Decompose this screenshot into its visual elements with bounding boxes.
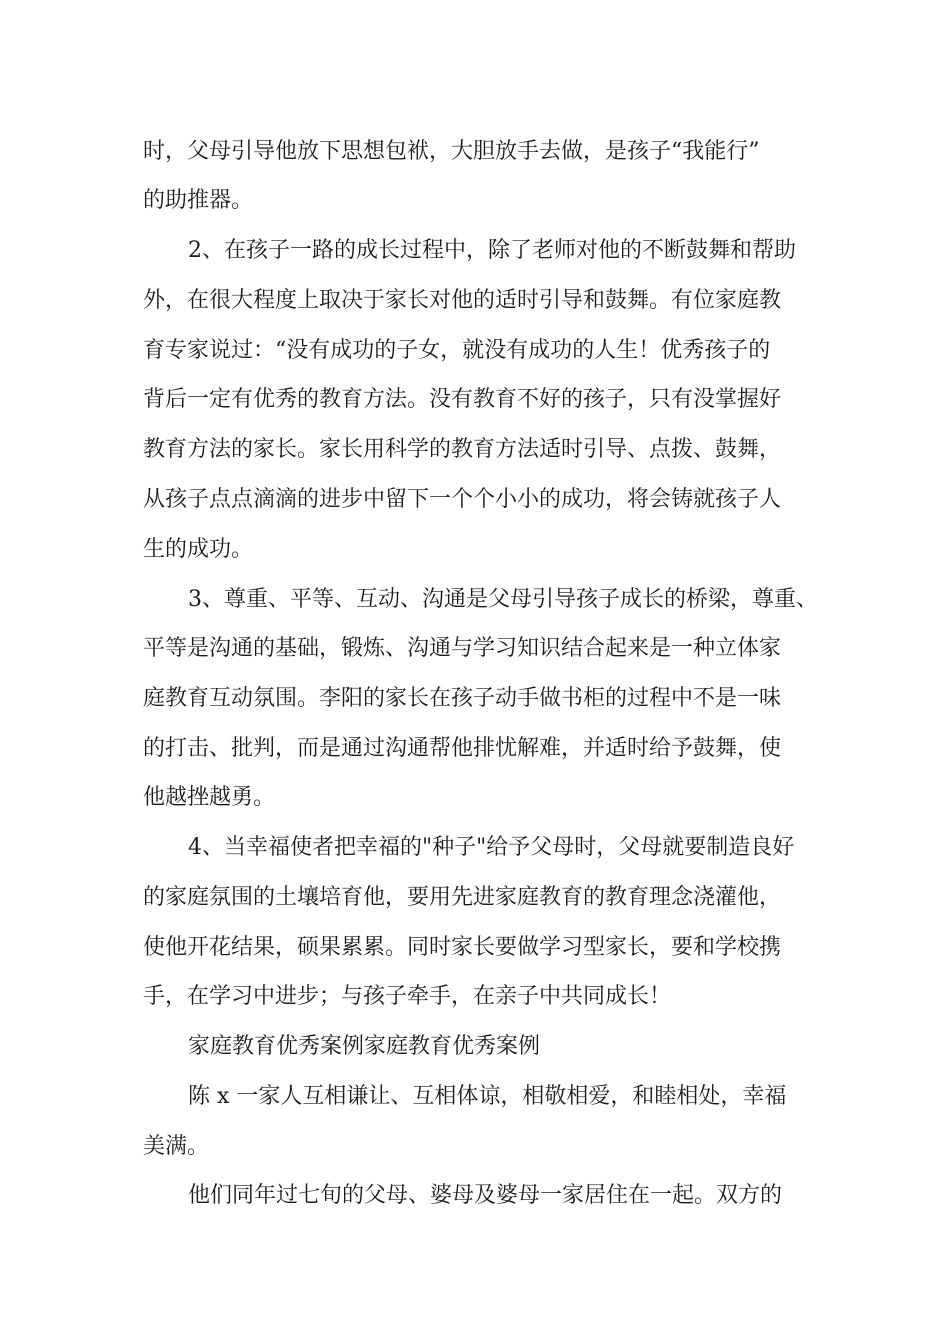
text-line: 手，在学习中进步；与孩子牵手，在亲子中共同成长！	[143, 984, 672, 1009]
paragraph-2-start: 2、在孩子一路的成长过程中，除了老师对他的不断鼓舞和帮助	[188, 238, 796, 263]
text-line: 平等是沟通的基础，锻炼、沟通与学习知识结合起来是一种立体家	[143, 636, 782, 661]
text-line: 他越挫越勇。	[143, 785, 276, 810]
paragraph-4-start: 4、当幸福使者把幸福的"种子"给予父母时，父母就要制造良好	[188, 835, 795, 860]
text-line: 背后一定有优秀的教育方法。没有教育不好的孩子，只有没掌握好	[143, 387, 782, 412]
text-line: 的打击、批判，而是通过沟通帮他排忧解难，并适时给予鼓舞，使	[143, 736, 782, 761]
section-heading: 家庭教育优秀案例家庭教育优秀案例	[188, 1034, 541, 1059]
text-line: 的家庭氛围的土壤培育他，要用先进家庭教育的教育理念浇灌他，	[143, 885, 782, 910]
text-line: 美满。	[143, 1134, 210, 1159]
text-line: 的助推器。	[143, 188, 254, 213]
text-line: 使他开花结果，硕果累累。同时家长要做学习型家长，要和学校携	[143, 935, 782, 960]
text-line: 生的成功。	[143, 537, 254, 562]
paragraph-family-start: 他们同年过七旬的父母、婆母及婆母一家居住在一起。双方的	[188, 1183, 783, 1208]
text-line: 时，父母引导他放下思想包袱，大胆放手去做，是孩子“我能行”	[143, 139, 760, 164]
text-line: 外，在很大程度上取决于家长对他的适时引导和鼓舞。有位家庭教	[143, 288, 782, 313]
text-line: 教育方法的家长。家长用科学的教育方法适时引导、点拨、鼓舞，	[143, 437, 782, 462]
text-line: 庭教育互动氛围。李阳的家长在孩子动手做书柜的过程中不是一味	[143, 686, 782, 711]
text-line: 育专家说过：“没有成功的子女，就没有成功的人生！优秀孩子的	[143, 338, 771, 363]
text-line: 从孩子点点滴滴的进步中留下一个个小小的成功，将会铸就孩子人	[143, 487, 782, 512]
paragraph-3-start: 3、尊重、平等、互动、沟通是父母引导孩子成长的桥梁，尊重、	[188, 587, 818, 612]
paragraph-case-start: 陈 x 一家人互相谦让、互相体谅，相敬相爱，和睦相处，幸福	[188, 1084, 787, 1109]
